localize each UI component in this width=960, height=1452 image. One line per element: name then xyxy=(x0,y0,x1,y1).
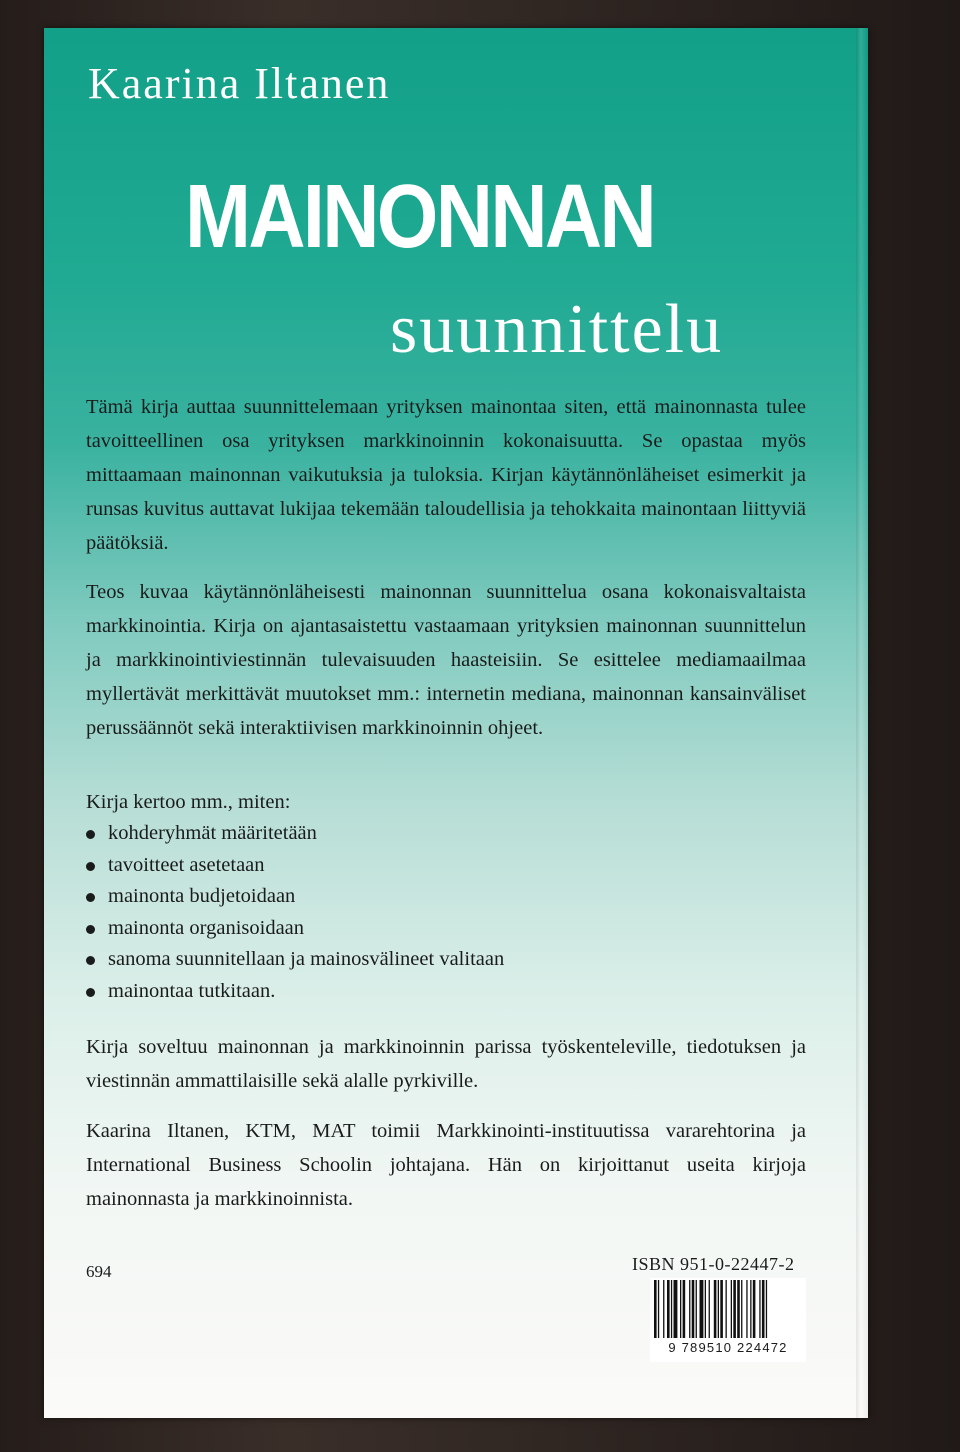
list-item xyxy=(86,818,504,850)
barcode-bar xyxy=(714,1280,717,1338)
barcode-bar xyxy=(705,1280,706,1338)
cover-edge xyxy=(856,28,868,1418)
barcode-number: 9 789510 224472 xyxy=(668,1340,788,1355)
barcode-bar xyxy=(733,1280,736,1338)
barcode-bar xyxy=(741,1280,742,1338)
barcode-bar xyxy=(720,1280,723,1338)
barcode-bar xyxy=(750,1280,751,1338)
barcode-bar xyxy=(667,1280,670,1338)
list-item-label: tavoitteet asetetaan xyxy=(108,853,265,876)
barcode-bar xyxy=(759,1280,760,1338)
barcode-bars xyxy=(650,1278,806,1340)
author-name: Kaarina Iltanen xyxy=(88,59,391,108)
barcode-bar xyxy=(731,1280,732,1338)
list-item-label: kohderyhmät määritetään xyxy=(108,822,317,844)
topics-list xyxy=(86,818,504,1007)
barcode-bar xyxy=(762,1280,765,1338)
author-bio: Kaarina Iltanen, KTM, MAT toimii Markkinointi-instituutissa vararehtorina ja International Business Schoolin johtajana. Hän on kirjoittanut useita kirjoja mainonnasta ja markkinoinnista. xyxy=(86,1120,806,1210)
list-item-label: sanoma suunnitellaan ja mainosvälineet valitaan xyxy=(108,948,505,970)
barcode-bar xyxy=(671,1280,672,1338)
barcode xyxy=(650,1278,806,1362)
list-item xyxy=(86,944,504,976)
isbn-label: ISBN 951-0-22447-2 xyxy=(632,1254,795,1274)
bullet-icon xyxy=(86,925,95,934)
barcode-bar xyxy=(746,1280,747,1338)
book-subtitle: suunnittelu xyxy=(390,291,724,368)
barcode-bar xyxy=(709,1280,710,1338)
barcode-bar xyxy=(658,1280,659,1338)
list-item xyxy=(86,881,504,913)
bullet-icon xyxy=(86,862,95,871)
barcode-bar xyxy=(683,1280,686,1338)
barcode-bar xyxy=(753,1280,756,1338)
list-item xyxy=(86,913,504,945)
barcode-bar xyxy=(696,1280,697,1338)
barcode-bar xyxy=(689,1280,690,1338)
barcode-bar xyxy=(663,1280,664,1338)
description-paragraph-2: Teos kuvaa käytännönläheisesti mainonnan suunnittelua osana kokonaisvaltaista markkinointia. Kirja on ajantasaistettu vastaamaan yrityksien mainonnan suunnittelun ja markkinointiviestinnän tulevaisuuden haasteisiin. Se esittelee mediamaailmaa myllertävät merkittävät muutokset mm.: internetin mediana, mainonnan kansainväliset perussäännöt sekä interaktiivisen markkinoinnin ohjeet. xyxy=(86,581,806,739)
bullet-icon xyxy=(86,988,95,997)
list-item-label: mainonta budjetoidaan xyxy=(108,885,296,907)
barcode-bar xyxy=(726,1280,727,1338)
list-intro: Kirja kertoo mm., miten: xyxy=(86,791,291,813)
bullet-icon xyxy=(86,893,95,902)
bullet-icon xyxy=(86,956,95,965)
book-title: MAINONNAN xyxy=(185,167,654,267)
description-paragraph-1: Tämä kirja auttaa suunnittelemaan yrityksen mainontaa siten, että mainonnasta tulee tavoitteellinen osa yrityksen markkinoinnin kokonaisuutta. Se opastaa myös mittaamaan mainonnan vaikutuksia ja tuloksia. Kirjan käytännönläheiset esimerkit ja runsas kuvitus auttavat lukijaa tekemään taloudellisia ja tehokkaita mainontaan liittyviä päätöksiä. xyxy=(86,396,806,554)
list-item xyxy=(86,976,504,1008)
barcode-bar xyxy=(737,1280,740,1338)
barcode-bar xyxy=(700,1280,704,1338)
list-item-label: mainonta organisoidaan xyxy=(108,916,305,939)
bullet-icon xyxy=(86,830,95,839)
product-code: 694 xyxy=(86,1262,112,1281)
list-item-label: mainontaa tutkitaan. xyxy=(108,979,276,1002)
barcode-bar xyxy=(766,1280,767,1338)
barcode-bar xyxy=(680,1280,681,1338)
barcode-bar xyxy=(692,1280,695,1338)
barcode-bar xyxy=(654,1280,657,1338)
barcode-bar xyxy=(674,1280,678,1338)
list-item xyxy=(86,850,504,882)
barcode-bar xyxy=(718,1280,719,1338)
audience-paragraph: Kirja soveltuu mainonnan ja markkinoinnin parissa työskenteleville, tiedotuksen ja viestinnän ammattilaisille sekä alalle pyrkiville. xyxy=(86,1036,806,1092)
